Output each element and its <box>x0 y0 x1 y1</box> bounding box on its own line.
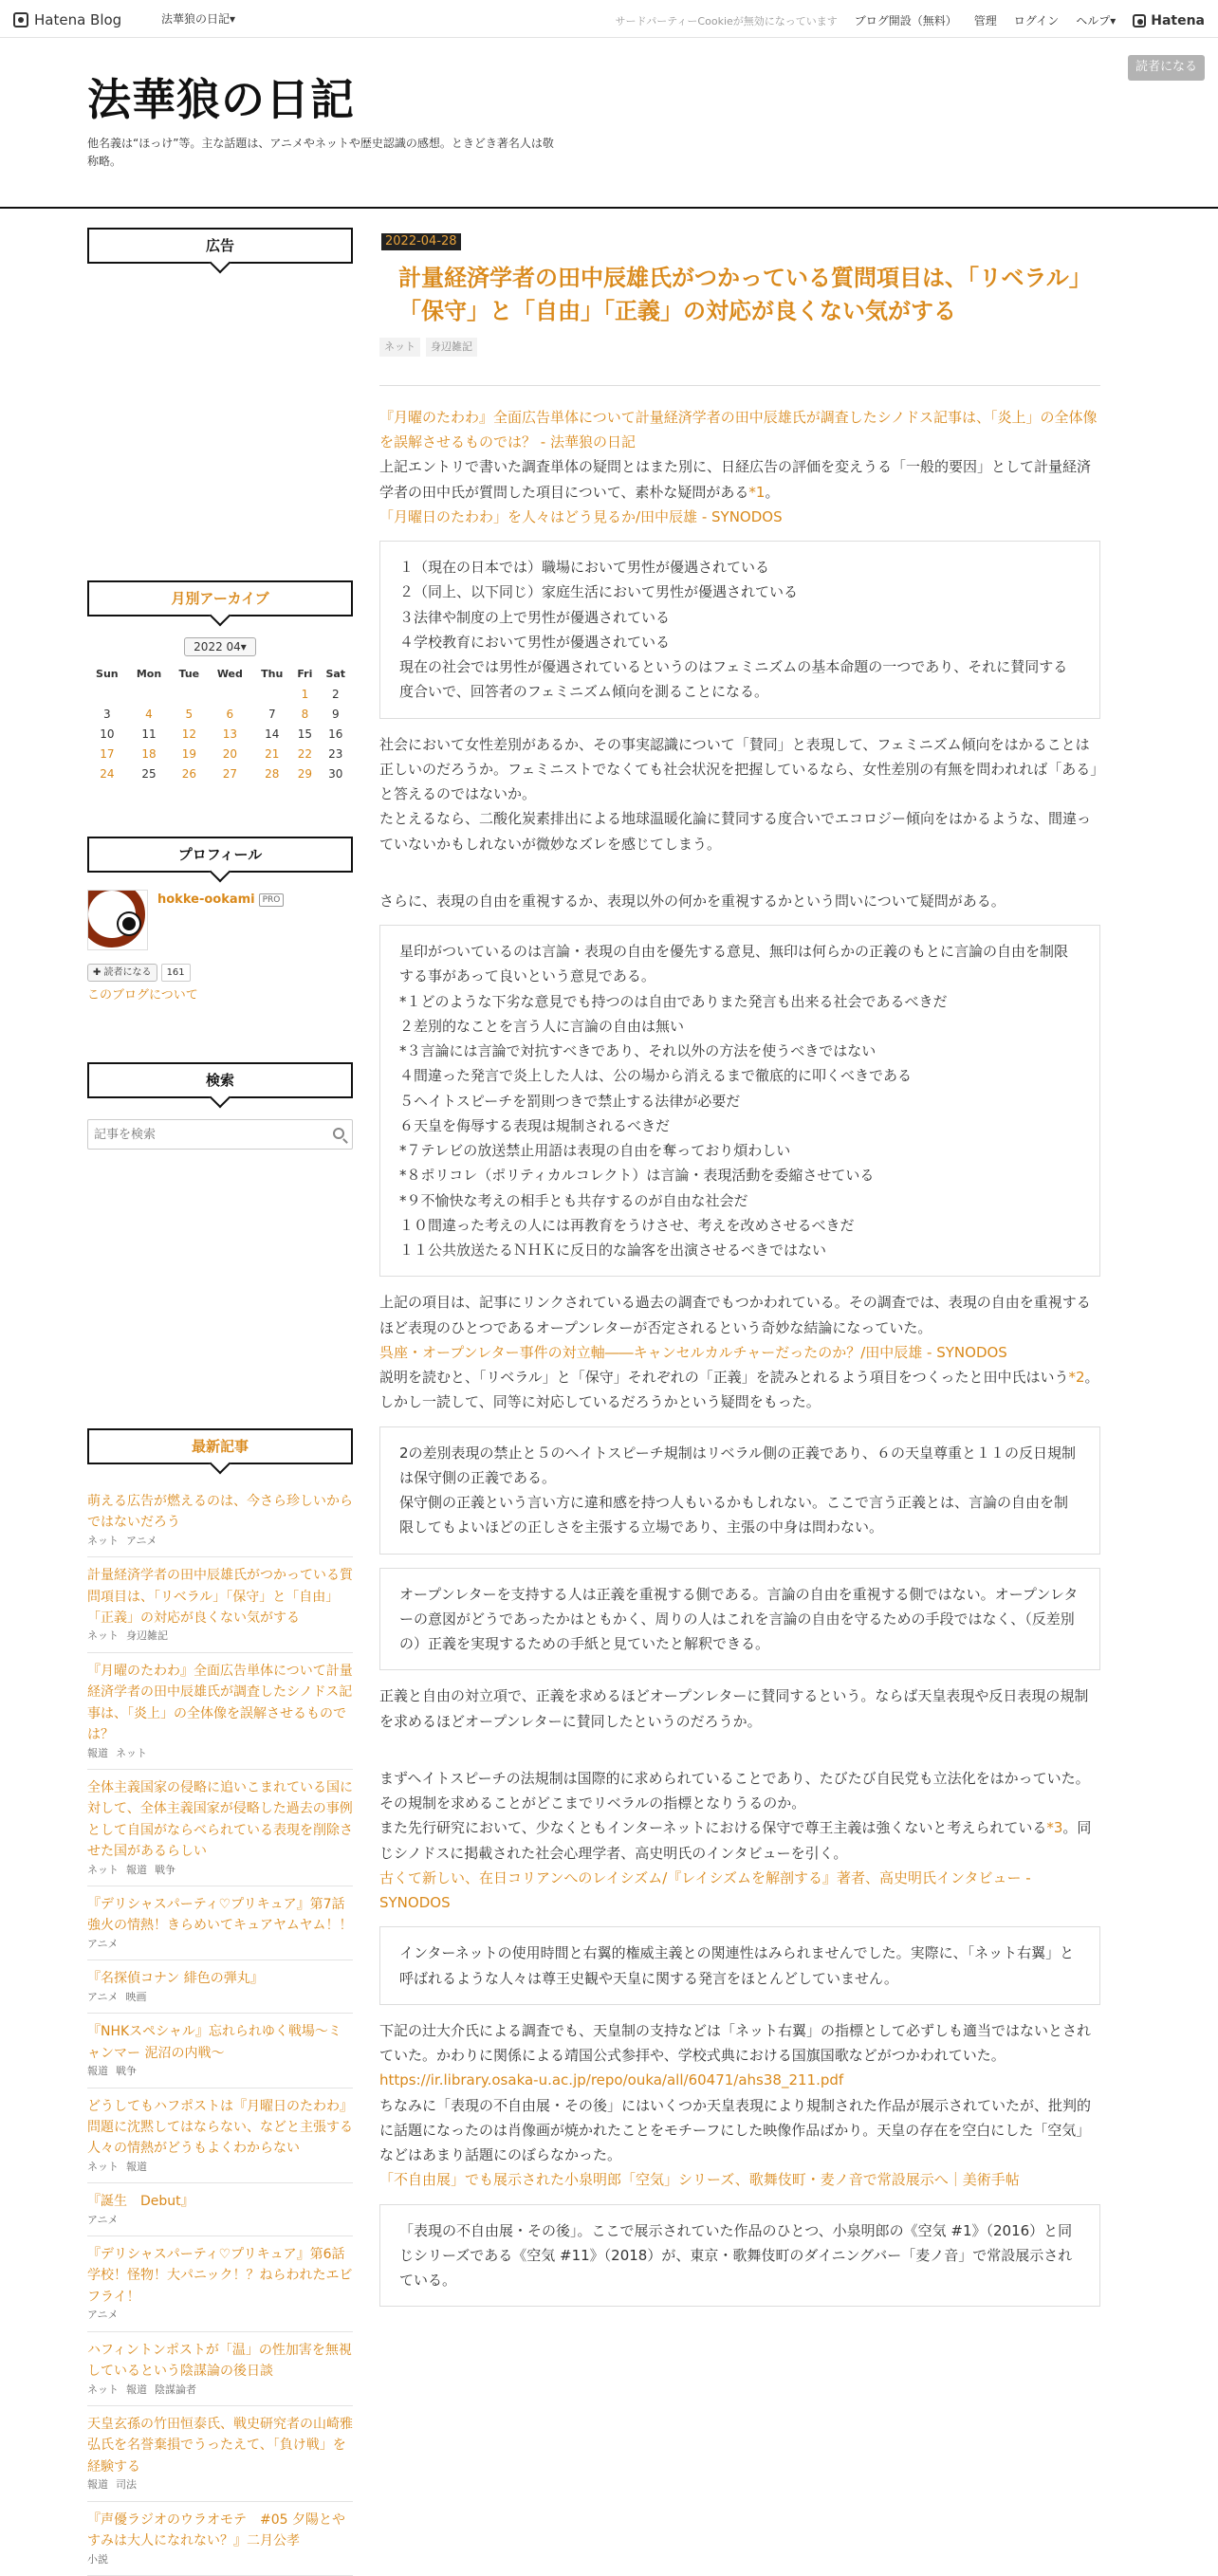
calendar-day <box>207 685 252 705</box>
calendar-day[interactable]: 17 <box>100 747 115 761</box>
search-icon[interactable] <box>333 1128 344 1139</box>
calendar-weekday: Sun <box>96 668 119 681</box>
category-link[interactable]: アニメ <box>87 2213 119 2226</box>
category-link[interactable]: 報道 <box>126 2160 147 2173</box>
recent-post-link[interactable]: 『デリシャスパーティ♡プリキュア』第7話 強火の情熱！きらめいてキュアヤムヤム！！ <box>87 1897 359 1934</box>
recent-posts-section <box>87 1428 359 2576</box>
paragraph: 上記の項目は、記事にリンクされている過去の調査でもつかわれている。その調査では、表現の自由を重視するほど表現のひとつであるオープンレターが否定されるという奇妙な結論になっていた。 <box>379 1294 1091 1336</box>
calendar-weekday: Sat <box>325 668 346 681</box>
hatena-blog-icon <box>13 12 28 28</box>
footnote-link[interactable]: *1 <box>748 483 766 501</box>
blockquote <box>379 541 1100 719</box>
calendar-day: 15 <box>297 727 313 741</box>
quote-line: １（現在の日本では）職場において男性が優遇されている <box>399 559 770 577</box>
list-item <box>87 2014 353 2088</box>
paragraph-text: 。 <box>765 483 780 501</box>
calendar-day[interactable]: 1 <box>301 688 309 701</box>
open-blog-link[interactable]: ブログ開設（無料） <box>854 13 957 28</box>
list-item <box>87 2088 353 2184</box>
profile-row <box>87 890 353 950</box>
quote-line: ６天皇を侮辱する表現は規制されるべきだ <box>399 1116 671 1134</box>
quote-line: 「表現の不自由展・その後」。ここで展示されていた作品のひとつ、小泉明郎の《空気 #1》（2016）と同じシリーズである《空気 #11》（2018）が、東京・歌舞伎町のダイニングバー「麦ノ音」で常設展示されている。 <box>399 2221 1073 2290</box>
calendar-day[interactable]: 5 <box>185 708 194 721</box>
calendar-day[interactable]: 13 <box>222 727 237 741</box>
blockquote <box>379 1926 1100 2005</box>
top-bar <box>0 0 1218 38</box>
hatena-icon <box>1133 14 1146 28</box>
divider <box>379 385 1100 386</box>
quote-line: ４学校教育において男性が優遇されている <box>399 633 671 651</box>
recent-post-link[interactable]: 萌える広告が燃えるのは、今さら珍しいからではないだろう <box>87 1494 353 1531</box>
footnote-link[interactable]: *3 <box>1046 1819 1063 1837</box>
search-title: 検索 <box>87 1062 353 1098</box>
recent-post-categories <box>87 2160 353 2176</box>
about-blog-link[interactable]: このブログについて <box>87 988 198 1003</box>
list-item <box>87 1886 359 1960</box>
recent-post-link[interactable]: 『名探偵コナン 緋色の弾丸』 <box>87 1971 264 1987</box>
recent-post-categories <box>87 2213 353 2229</box>
category-link[interactable]: 報道 <box>87 2065 108 2078</box>
blog-description: 他名義は“ほっけ”等。主な話題は、アニメやネットや歴史認識の感想。ときどき著名人は敬称略。 <box>87 137 554 168</box>
footnote-link[interactable]: *2 <box>1068 1369 1085 1387</box>
list-item <box>87 2332 353 2406</box>
calendar-day <box>127 685 172 705</box>
category-link[interactable]: アニメ <box>87 2309 119 2322</box>
calendar-day[interactable]: 29 <box>297 767 313 781</box>
category-link[interactable]: 報道 <box>126 2383 147 2396</box>
calendar-day[interactable]: 8 <box>301 708 309 721</box>
calendar-weekday: Fri <box>297 668 313 681</box>
quote-line: *１どのような下劣な意見でも持つのは自由でありまた発言も出来る社会であるべきだ <box>399 992 948 1010</box>
calendar-day[interactable]: 22 <box>297 747 313 761</box>
list-item <box>87 2502 353 2576</box>
calendar-day: 7 <box>268 708 276 721</box>
recent-post-categories <box>87 1990 353 2006</box>
category-link[interactable]: 報道 <box>87 2478 108 2492</box>
recent-post-link[interactable]: 全体主義国家の侵略に追いこまれている国に対して、全体主義国家が侵略した過去の事例として自国がならべられている表現を削除させた国があるらしい <box>87 1780 353 1860</box>
calendar-day: 9 <box>331 708 340 721</box>
hatena-blog-logo[interactable] <box>13 8 121 32</box>
link-previous-entry[interactable]: 『月曜のたわわ』全面広告単体について計量経済学者の田中辰雄氏が調査したシノドス記事は、「炎上」の全体像を誤解させるものでは？ - 法華狼の日記 <box>379 408 1098 451</box>
hatena-logo[interactable] <box>1133 9 1205 33</box>
category-link[interactable]: 陰謀論者 <box>155 2383 196 2396</box>
recent-post-categories <box>87 2308 353 2324</box>
quote-line: 保守側の正義という言い方に違和感を持つ人もいるかもしれない。ここで言う正義とは、言論の自由を制限してもよいほどの正しさを主張する立場であり、主張の中身は問わない。 <box>399 1494 1069 1536</box>
category-link[interactable]: ネット <box>87 1534 119 1547</box>
calendar-day[interactable]: 6 <box>226 708 234 721</box>
search-box <box>87 1119 353 1150</box>
recent-post-link[interactable]: 計量経済学者の田中辰雄氏がつかっている質問項目は、「リベラル」「保守」と「自由」「正義」の対応が良くない気がする <box>87 1568 353 1627</box>
calendar-day <box>252 685 291 705</box>
recent-posts-list <box>87 1483 359 2576</box>
blockquote <box>379 2204 1100 2308</box>
category-link[interactable]: 報道 <box>87 1746 108 1759</box>
avatar-eye-shape <box>119 913 139 934</box>
category-link[interactable]: ネット <box>87 1629 119 1643</box>
category-link[interactable]: ネット <box>87 2383 119 2396</box>
post-title[interactable]: 計量経済学者の田中辰雄氏がつかっている質問項目は、「リベラル」「保守」と「自由」「正義」の対応が良くない気がする <box>398 265 1092 325</box>
calendar-weekdays <box>87 664 353 685</box>
list-item <box>87 2183 353 2236</box>
calendar-day: 25 <box>141 767 157 781</box>
calendar-day: 30 <box>328 767 343 781</box>
recent-post-categories <box>87 2064 353 2080</box>
avatar[interactable] <box>87 890 148 950</box>
blockquote <box>379 1426 1100 1555</box>
calendar-day[interactable]: 26 <box>181 767 196 781</box>
cookie-notice: サードパーティーCookieが無効になっています <box>615 14 838 28</box>
paragraph: さらに、表現の自由を重視するか、表現以外の何かを重視するかという問いについて疑問がある。 <box>379 892 1006 910</box>
category-link[interactable]: 映画 <box>125 1990 147 2003</box>
calendar-day[interactable]: 27 <box>222 767 237 781</box>
calendar-day: 16 <box>328 727 343 741</box>
post-categories <box>379 338 1100 357</box>
manage-link[interactable]: 管理 <box>973 13 997 28</box>
paragraph: 社会において女性差別があるか、その事実認識について「賛同」と表現して、フェミニズム傾向をはかることは正しいのだろうか。フェミニストでなくても社会状況を把握しているなら、女性差別の有無を問われれば「ある」と答えるのではないか。 <box>379 735 1098 803</box>
recent-post-link[interactable]: 『誕生 Debut』 <box>87 2194 194 2210</box>
quote-line: ２差別的なことを言う人に言論の自由は無い <box>399 1017 685 1035</box>
category-link[interactable]: 戦争 <box>155 1863 175 1876</box>
quote-line: ３法律や制度の上で男性が優遇されている <box>399 608 671 626</box>
quote-line: インターネットの使用時間と右翼的権威主義との関連性はみられませんでした。実際に、「ネット右翼」と呼ばれるような人々は尊王史観や天皇に関する発言をほとんどしていません。 <box>399 1944 1075 1987</box>
quote-line: 現在の社会では男性が優遇されているというのはフェミニズムの基本命題の一つであり、それに賛同する度合いで、回答者のフェミニズム傾向を測ることになる。 <box>399 658 1068 701</box>
archive-month-select[interactable]: 2022 04▾ <box>184 637 256 656</box>
subscriber-count[interactable]: 161 <box>161 964 191 982</box>
paragraph-text: 。同じシノドスに掲載された社会心理学者、高史明氏のインタビューを引く。 <box>379 1819 1092 1862</box>
quote-line: *３言論には言論で対抗すべきであり、それ以外の方法を使うべきではない <box>399 1042 877 1060</box>
calendar-day <box>87 685 127 705</box>
category-link[interactable]: アニメ <box>87 1990 119 2003</box>
list-item <box>87 1557 353 1653</box>
post-date[interactable]: 2022-04-28 <box>381 233 461 250</box>
recent-title: 最新記事 <box>87 1428 353 1464</box>
paragraph: たとえるなら、二酸化炭素排出による地球温暖化論に賛同する度合いでエコロジー傾向をはかるような、間違っていないかもしれないが微妙なズレを感じてしまう。 <box>379 810 1092 853</box>
blog-title[interactable]: 法華狼の日記 <box>87 74 355 125</box>
calendar-day: 3 <box>103 708 111 721</box>
recent-post-link[interactable]: ハフィントンポストが「温」の性加害を無視しているという陰謀論の後日談 <box>87 2342 352 2380</box>
category-link[interactable]: 小説 <box>87 2552 108 2566</box>
subscribe-button[interactable]: 読者になる <box>1128 55 1205 81</box>
recent-post-link[interactable]: どうしてもハフポストは『月曜日のたわわ』問題に沈黙してはならない、などと主張する人々の情熱がどうもよくわからない <box>87 2098 353 2157</box>
profile-section <box>87 837 353 1007</box>
calendar-day[interactable]: 18 <box>141 747 157 761</box>
calendar-day[interactable]: 12 <box>181 727 196 741</box>
link-bijutsutecho[interactable]: 「不自由展」でも展示された小泉明郎「空気」シリーズ、歌舞伎町・麦ノ音で常設展示へ｜美術手帖 <box>379 2171 1020 2189</box>
search-section <box>87 1062 353 1150</box>
blockquote <box>379 925 1100 1277</box>
recent-post-categories <box>87 1628 353 1645</box>
blog-header <box>0 38 1218 209</box>
top-right-nav <box>616 9 1205 33</box>
recent-post-categories <box>87 1937 353 1953</box>
recent-post-categories <box>87 2383 353 2399</box>
blockquote <box>379 1568 1100 1671</box>
hatena-logo-text: Hatena <box>1151 13 1205 28</box>
ad-title: 広告 <box>87 228 353 264</box>
post-body <box>379 405 1100 2308</box>
blog-menu[interactable]: 法華狼の日記▾ <box>161 12 236 26</box>
paragraph-text: 。しかし一読して、同等に対応しているだろうかという疑問をもった。 <box>379 1369 1099 1411</box>
login-link[interactable]: ログイン <box>1013 13 1060 28</box>
link-synodos-interview[interactable]: 古くて新しい、在日コリアンへのレイシズム/『レイシズムを解剖する』著者、高史明氏インタビュー - SYNODOS <box>379 1868 1031 1912</box>
list-item <box>87 2236 359 2332</box>
paragraph: 正義と自由の対立項で、正義を求めるほどオープンレターに賛同するという。ならば天皇表現や反日表現の規制を求めるほどオープンレターに賛同したというのだろうか。 <box>379 1687 1089 1730</box>
category-link[interactable]: ネット <box>87 2160 119 2173</box>
paragraph-text: 説明を読むと、「リベラル」と「保守」それぞれの「正義」を読みとれるよう項目をつくったと田中氏はいう <box>379 1369 1069 1387</box>
category-link[interactable]: アニメ <box>126 1534 157 1547</box>
quote-line: ２（同上、以下同じ）家庭生活において男性が優遇されている <box>399 583 799 601</box>
archive-title: 月別アーカイブ <box>87 580 353 616</box>
paragraph <box>379 1815 1100 1866</box>
category-link[interactable]: 報道 <box>126 1863 147 1876</box>
calendar-day: 11 <box>141 727 157 741</box>
archive-calendar <box>87 664 353 784</box>
list-item <box>87 2406 353 2502</box>
profile-name-link[interactable]: hokke-ookami <box>157 892 255 907</box>
link-synodos-openletter[interactable]: 呉座・オープンレター事件の対立軸――キャンセルカルチャーだったのか？/田中辰雄 - SYNODOS <box>379 1343 1007 1361</box>
profile-subscribe-button[interactable]: ✚ 読者になる <box>87 964 157 982</box>
calendar-day[interactable]: 24 <box>100 767 115 781</box>
category-tag[interactable]: ネット <box>379 338 420 357</box>
quote-line: *８ポリコレ（ポリティカルコレクト）は言論・表現活動を委縮させている <box>399 1167 875 1185</box>
quote-line: １１公共放送たるＮＨＫに反日的な論客を出演させるべきではない <box>399 1242 827 1260</box>
category-link[interactable]: 司法 <box>116 2478 137 2492</box>
calendar-day[interactable]: 20 <box>222 747 237 761</box>
help-menu[interactable]: ヘルプ▾ <box>1076 13 1116 28</box>
calendar-day[interactable]: 4 <box>145 708 153 721</box>
category-link[interactable]: 身辺雑記 <box>126 1629 168 1643</box>
calendar-weekday: Tue <box>178 668 200 681</box>
list-item <box>87 1960 353 2014</box>
list-item <box>87 1653 353 1770</box>
profile-title: プロフィール <box>87 837 353 873</box>
calendar-day[interactable]: 28 <box>265 767 280 781</box>
service-name: Hatena Blog <box>34 11 122 28</box>
paragraph <box>379 454 1100 505</box>
calendar-day[interactable]: 19 <box>181 747 196 761</box>
search-input[interactable] <box>88 1120 316 1149</box>
recent-post-link[interactable]: 『NHKスペシャル』忘れられゆく戦場〜ミャンマー 泥沼の内戦〜 <box>87 2024 341 2061</box>
quote-line: *７テレビの放送禁止用語は表現の自由を奪っており煩わしい <box>399 1142 791 1160</box>
quote-line: 2の差別表現の禁止と５のヘイトスピーチ規制はリベラル側の正義であり、６の天皇尊重と１１の反日規制は保守側の正義である。 <box>399 1444 1077 1486</box>
calendar-day <box>171 685 207 705</box>
recent-post-categories <box>87 2477 353 2493</box>
calendar-day: 2 <box>331 688 340 701</box>
quote-line: オープンレターを支持する人は正義を重視する側である。言論の自由を重視する側ではない。オープンレターの意図がどうであったかはともかく、周りの人はこれを言論の自由を守るための手段ではなく、（反差別の）正義を実現するための手紙と見ていたと解釈できる。 <box>399 1585 1079 1653</box>
archive-section <box>87 580 353 784</box>
calendar-day: 23 <box>328 747 343 761</box>
calendar-day: 10 <box>100 727 115 741</box>
paragraph: まずヘイトスピーチの法規制は国際的に求められていることであり、たびたび自民党も立法化をはかっていた。その規制を求めることがどこまでリベラルの指標となりうるのか。 <box>379 1769 1090 1812</box>
paragraph: 下記の辻大介氏による調査でも、天皇制の支持などは「ネット右翼」の指標として必ずしも適当ではないとされていた。かわりに関係による靖国公式参拝や、学校式典における国旗国歌などがつかわれていた。 <box>379 2021 1092 2065</box>
quote-line: 星印がついているのは言論・表現の自由を優先する意見、無印は何らかの正義のもとに言論の自由を制限する事があって良いという意見である。 <box>399 943 1069 985</box>
recent-post-link[interactable]: 『月曜のたわわ』全面広告単体について計量経済学者の田中辰雄氏が調査したシノドス記事は、「炎上」の全体像を誤解させるものでは？ <box>87 1663 353 1743</box>
recent-post-link[interactable]: 天皇玄孫の竹田恒泰氏、戦史研究者の山崎雅弘氏を名誉棄損でうったえて、「負け戦」を経験する <box>87 2417 353 2475</box>
calendar-day[interactable]: 21 <box>265 747 280 761</box>
ad-section <box>87 228 353 264</box>
pro-badge: PRO <box>259 893 285 907</box>
paragraph: ちなみに「表現の不自由展・その後」にはいくつか天皇表現により規制された作品が展示されていたが、批判的に話題になったのは肖像画が焼かれたことをモチーフにした映像作品ばかり。天皇の存在を空白にした「空気」などはあまり話題にのぼらなかった。 <box>379 2096 1092 2164</box>
quote-line: *９不愉快な考えの相手とも共存するのが自由な社会だ <box>399 1191 748 1209</box>
profile-subscribe-row <box>87 964 353 982</box>
paragraph <box>379 1365 1100 1415</box>
category-link[interactable]: 戦争 <box>116 2065 137 2078</box>
list-item <box>87 1770 353 1886</box>
calendar-weekday: Wed <box>216 668 243 681</box>
recent-post-link[interactable]: 『声優ラジオのウラオモテ #05 夕陽とやすみは大人になれない？』二月公孝 <box>87 2512 345 2549</box>
category-link[interactable]: ネット <box>87 1863 119 1876</box>
recent-post-categories <box>87 1863 353 1879</box>
link-synodos-tawawa[interactable]: 「月曜日のたわわ」を人々はどう見るか/田中辰雄 - SYNODOS <box>379 507 783 525</box>
calendar-day: 14 <box>265 727 280 741</box>
link-osaka-pdf[interactable]: https://ir.library.osaka-u.ac.jp/repo/ouka/all/60471/ahs38_211.pdf <box>379 2071 844 2089</box>
category-link[interactable]: ネット <box>116 1746 147 1759</box>
calendar-weekday: Mon <box>136 668 162 681</box>
paragraph-text: また先行研究において、少なくともインターネットにおける保守で尊王主義は強くないと考えられている <box>379 1819 1047 1837</box>
main-content <box>379 228 1100 2320</box>
category-link[interactable]: アニメ <box>87 1937 119 1950</box>
paragraph-text: 上記エントリで書いた調査単体の疑問とはまた別に、日経広告の評価を変えうる「一般的要因」として計量経済学者の田中氏が質問した項目について、素朴な疑問がある <box>379 458 1092 501</box>
quote-line: ５ヘイトスピーチを罰則つきで禁止する法律が必要だ <box>399 1092 741 1110</box>
calendar-weekday: Thu <box>261 668 284 681</box>
recent-post-link[interactable]: 『デリシャスパーティ♡プリキュア』第6話 学校！怪物！大パニック！？ねらわれたエビフライ！ <box>87 2247 359 2305</box>
recent-post-categories <box>87 1534 353 1550</box>
list-item <box>87 1483 353 1557</box>
recent-post-categories <box>87 1746 353 1762</box>
quote-line: １０間違った考えの人には再教育をうけさせ、考えを改めさせるべきだ <box>399 1216 855 1234</box>
category-tag[interactable]: 身辺雑記 <box>426 338 477 357</box>
recent-post-categories <box>87 2552 353 2568</box>
quote-line: ４間違った発言で炎上した人は、公の場から消えるまで徹底的に叩くべきである <box>399 1067 913 1085</box>
